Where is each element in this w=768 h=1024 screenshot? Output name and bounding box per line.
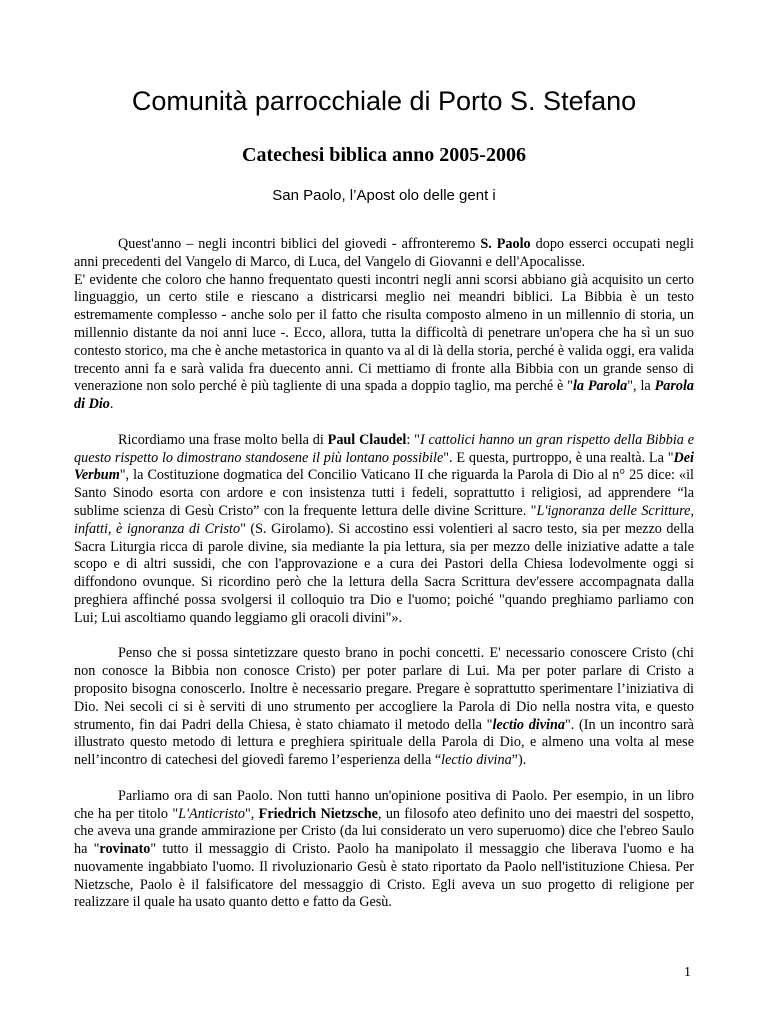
- text-span: Quest'anno – negli incontri biblici del giovedi - affronteremo: [118, 236, 481, 252]
- bold-text: Friedrich Nietzsche: [258, 805, 378, 822]
- bold-text: Paul Claudel: [327, 431, 407, 448]
- bold-text: S. Paolo: [480, 236, 531, 252]
- bold-italic-text: Dei Verbum: [74, 449, 694, 484]
- text-span: E' evidente che coloro che hanno frequentato questi incontri negli anni scorsi abbiano già acquisito un certo linguaggio, un certo stile e riescano a districarsi meglio nei meandri biblici. La Bibbia è un testo estremamente complesso - anche solo per il fatto che risulta composto almeno in un millennio di storia, un millennio distante da noi anni luce -. Ecco, allora, tutta la difficoltà di penetrare un'opera che ha sì un suo contesto storico, ma che è anche metastorica in quanto va al di là della storia, perché è valida oggi, era valida trecento anni fa e sarà valida fra duecento anni. Ci mettiamo di fronte alla Bibbia con un grande senso di venerazione non solo perché è più tagliente di una spada a doppio taglio, ma perché è ": [74, 271, 694, 395]
- text-span: ". (In un incontro sarà illustrato questo metodo di lettura e preghiera spirituale della Parola di Dio, e almeno una volta al mese nell’incontro di catechesi del giovedì faremo l’esperienza della “: [74, 716, 694, 769]
- bold-italic-text: la Parola: [572, 378, 628, 395]
- text-span: ", la: [627, 378, 655, 395]
- text-span: Ricordiamo una frase molto bella di: [118, 431, 328, 448]
- text-span: ",: [245, 805, 259, 822]
- bold-italic-text: Parola di Dio: [74, 378, 694, 413]
- page-title: Comunità parrocchiale di Porto S. Stefano: [131, 86, 637, 116]
- bold-text: rovinato: [99, 841, 151, 858]
- text-span: : ": [406, 431, 420, 448]
- text-span: .: [109, 396, 114, 413]
- text-span: ". E questa, purtroppo, è una realtà. La ": [443, 449, 674, 466]
- paragraph-1: [74, 236, 694, 414]
- page-number: 1: [684, 965, 691, 980]
- document-topic: San Paolo, l’Apost olo delle gent i: [272, 187, 496, 204]
- paragraph-2: [74, 432, 694, 628]
- paragraph-3: [74, 645, 694, 770]
- document-subtitle: Catechesi biblica anno 2005-2006: [242, 144, 526, 166]
- text-span: ", la Costituzione dogmatica del Concilio Vaticano II che riguarda la Parola di Dio al n° 25 dice: «il Santo Sinodo esorta con ardore e con insistenza tutti i fedeli, soprattutto i religiosi, ad apprendere “la sublime scienza di Gesù Cristo” con la frequente lettura delle divine Scritture. ": [74, 467, 694, 519]
- text-span: " tutto il messaggio di Cristo. Paolo ha manipolato il messaggio che liberava l'uomo e ha nuovamente ingabbiato l'uomo. Il rivoluzionario Gesù è stato riportato da Paolo nell'istituzione Chiesa. Per Nietzsche, Paolo è il falsificatore del messaggio di Cristo. Egli aveva un suo progetto di religione per realizzare il quale ha usato quanto detto e fatto da Gesù.: [74, 841, 694, 911]
- paragraph-4: [74, 788, 694, 913]
- italic-text: I cattolici hanno un gran rispetto della Bibbia e questo rispetto lo dimostrano standosene il più lontano possibile: [74, 431, 694, 466]
- text-span: , un filosofo ateo definito uno dei maestri del sospetto, che aveva una grande ammirazione per Cristo (da lui considerato un vero superuomo) dice che l'ebreo Saulo ha ": [74, 805, 695, 858]
- text-span: " (S. Girolamo). Si accostino essi volentieri al sacro testo, sia per mezzo della Sacra Liturgia ricca di parole divine, sia mediante la pia lettura, sia per mezzo delle iniziative adatte a tale scopo e di altri sussidi, che con l'approvazione e a cura dei Pastori della Chiesa lodevolmente oggi si diffondono ovunque. Si ricordino però che la lettura della Sacra Scrittura dev'essere accompagnata dalla preghiera affinché possa svolgersi il colloquio tra Dio e l'uomo; poiché "quando preghiamo parliamo con Lui; Lui ascoltiamo quando leggiamo gli oracoli divini"».: [74, 520, 695, 626]
- bold-italic-text: lectio divina: [492, 716, 565, 733]
- text-span: dopo esserci occupati negli anni precedenti del Vangelo di Marco, di Luca, del Vangelo di Giovanni e dell'Apocalisse.: [74, 236, 694, 270]
- text-span: ”).: [511, 752, 527, 769]
- italic-text: L'ignoranza delle Scritture, infatti, è ignoranza di Cristo: [74, 502, 694, 537]
- italic-text: lectio divina: [441, 752, 512, 769]
- text-span: Parliamo ora di san Paolo. Non tutti hanno un'opinione positiva di Paolo. Per esempio, in un libro che ha per titolo ": [74, 787, 694, 822]
- italic-text: L'Anticristo: [178, 805, 246, 822]
- document-body: [74, 236, 694, 930]
- text-span: Penso che si possa sintetizzare questo brano in pochi concetti. E' necessario conoscere Cristo (chi non conosce la Bibbia non conosce Cristo) per poter parlare di Lui. Ma per poter parlare di Cristo a proposito bisogna conoscerlo. Inoltre è necessario pregare. Pregare è soprattutto sperimentare l’iniziativa di Dio. Nei secoli ci si è serviti di uno strumento per accogliere la Parola di Dio nella nostra vita, e questo strumento, fin dai Padri della Chiesa, è stato chiamato il metodo della ": [74, 645, 694, 733]
